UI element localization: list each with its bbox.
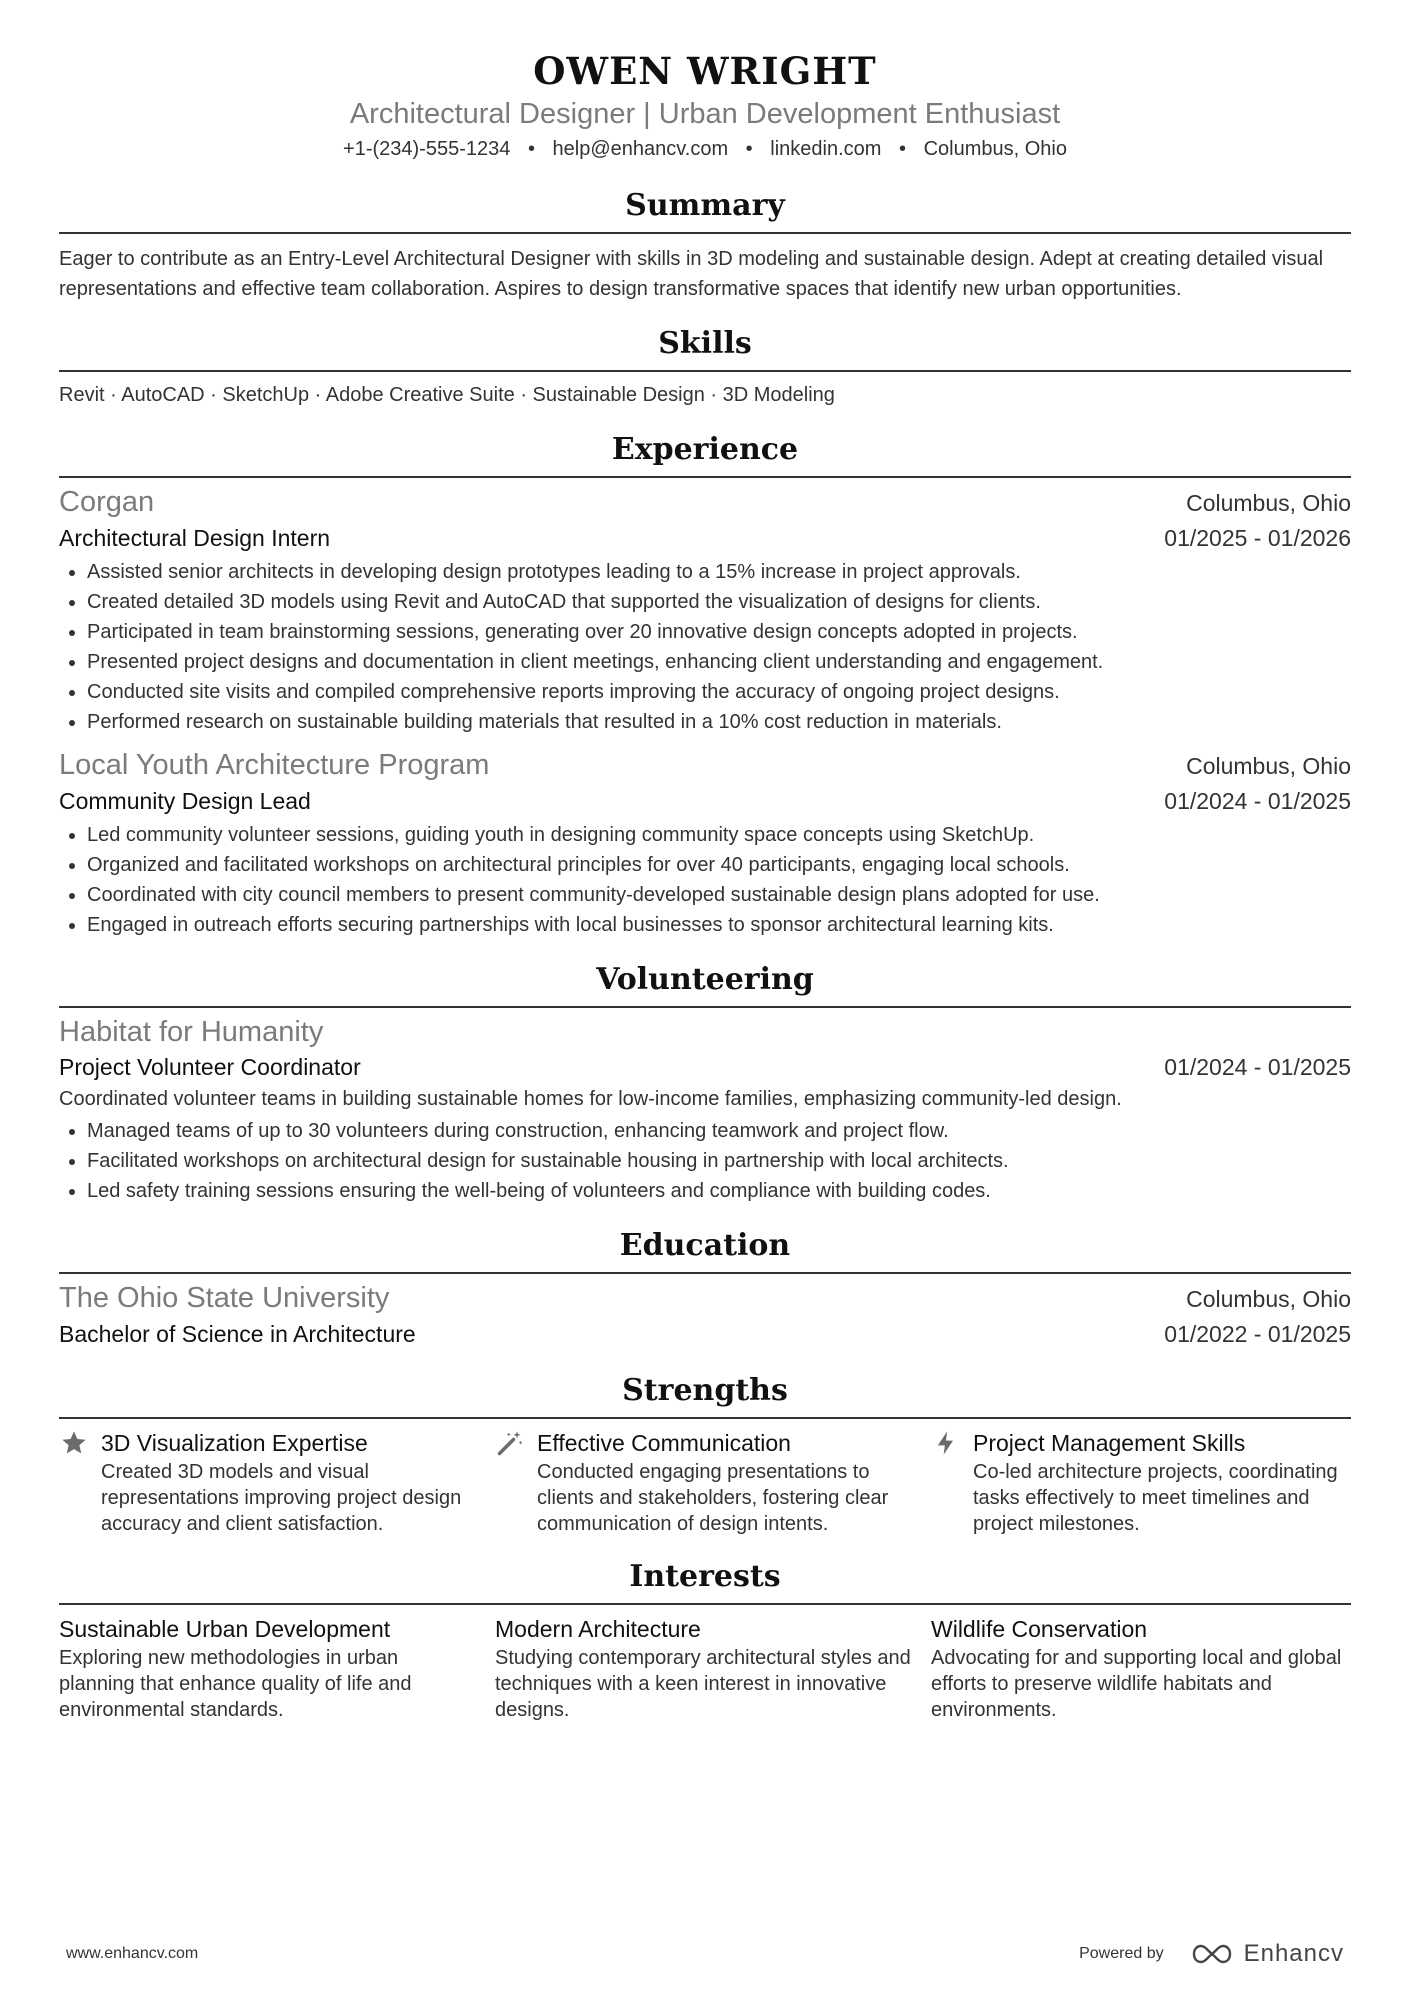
strength-title: Project Management Skills: [973, 1430, 1246, 1456]
skills-list: Revit · AutoCAD · SketchUp · Adobe Creative Suite · Sustainable Design · 3D Modeling: [59, 384, 835, 406]
school-location: Columbus, Ohio: [1186, 1286, 1351, 1312]
section-title-volunteering: Volunteering: [59, 960, 1351, 1008]
job-bullets: [59, 820, 1351, 940]
interest-title: Wildlife Conservation: [931, 1616, 1148, 1642]
school-name: The Ohio State University: [59, 1282, 390, 1314]
lightning-bolt-icon: [931, 1428, 961, 1458]
bullet-item: • Managed teams of up to 30 volunteers during construction, enhancing teamwork and project flow.: [87, 1116, 1351, 1146]
bullet-item: • Coordinated with city council members to present community-developed sustainable design plans adopted for use.: [87, 880, 1351, 910]
volunteer-description: Coordinated volunteer teams in building sustainable homes for low-income families, emphasizing community-led design.: [59, 1088, 1122, 1110]
section-title-education: Education: [59, 1226, 1351, 1274]
enhancv-logo-icon: [1190, 1943, 1234, 1965]
strength-title: Effective Communication: [537, 1430, 791, 1456]
strength-desc: Co-led architecture projects, coordinating tasks effectively to meet timelines and project milestones.: [973, 1461, 1338, 1535]
email-link[interactable]: help@enhancv.com: [552, 138, 729, 160]
experience-entry: [59, 484, 1351, 737]
section-title-summary: Summary: [59, 186, 1351, 234]
volunteer-dates: 01/2024 - 01/2025: [1164, 1054, 1351, 1080]
job-dates: 01/2024 - 01/2025: [1164, 788, 1351, 814]
job-bullets: [59, 557, 1351, 737]
bullet-item: • Participated in team brainstorming sessions, generating over 20 innovative design concepts adopted in projects.: [87, 617, 1351, 647]
job-dates: 01/2025 - 01/2026: [1164, 525, 1351, 551]
summary-section: [59, 186, 1351, 304]
contact-separator: •: [898, 138, 906, 160]
phone-text: +1-(234)-555-1234: [343, 138, 511, 160]
bullet-item: • Organized and facilitated workshops on architectural principles for over 40 participants, engaging local schools.: [87, 850, 1351, 880]
volunteer-role: Project Volunteer Coordinator: [59, 1054, 361, 1080]
strength-card: [931, 1427, 1351, 1537]
candidate-headline: Architectural Designer | Urban Development Enthusiast: [349, 98, 1061, 130]
section-title-skills: Skills: [59, 324, 1351, 372]
interest-card: [59, 1613, 479, 1723]
strength-card: [59, 1427, 479, 1537]
strengths-section: [59, 1371, 1351, 1537]
bullet-item: • Performed research on sustainable building materials that resulted in a 10% cost reduction in materials.: [87, 707, 1351, 737]
job-title: Architectural Design Intern: [59, 525, 331, 551]
experience-entry: [59, 747, 1351, 940]
strength-title: 3D Visualization Expertise: [101, 1430, 368, 1456]
magic-wand-icon: [495, 1428, 525, 1458]
strength-desc: Conducted engaging presentations to clients and stakeholders, fostering clear communication of design intents.: [537, 1461, 889, 1535]
education-dates: 01/2022 - 01/2025: [1164, 1321, 1351, 1347]
company-name: Local Youth Architecture Program: [59, 749, 490, 781]
bullet-item: • Engaged in outreach efforts securing partnerships with local businesses to sponsor architectural learning kits.: [87, 910, 1351, 940]
interest-card: [931, 1613, 1351, 1723]
job-location: Columbus, Ohio: [1186, 490, 1351, 516]
bullet-item: • Presented project designs and documentation in client meetings, enhancing client understanding and engagement.: [87, 647, 1351, 677]
section-title-experience: Experience: [59, 430, 1351, 478]
job-title: Community Design Lead: [59, 788, 311, 814]
contact-separator: •: [527, 138, 535, 160]
strength-desc: Created 3D models and visual representations improving project design accuracy and client satisfaction.: [101, 1461, 462, 1535]
volunteer-bullets: [59, 1116, 1351, 1206]
experience-section: [59, 430, 1351, 940]
contact-separator: •: [745, 138, 753, 160]
interest-title: Sustainable Urban Development: [59, 1616, 391, 1642]
volunteering-section: [59, 960, 1351, 1206]
skills-section: [59, 324, 1351, 410]
interests-section: [59, 1557, 1351, 1723]
company-name: Corgan: [59, 486, 155, 518]
powered-by-label: Powered by: [1079, 1945, 1164, 1962]
location-text: Columbus, Ohio: [923, 138, 1067, 160]
interest-title: Modern Architecture: [495, 1616, 701, 1642]
powered-by: [1079, 1940, 1344, 1968]
bullet-item: • Created detailed 3D models using Revit and AutoCAD that supported the visualization of designs for clients.: [87, 587, 1351, 617]
volunteer-org: Habitat for Humanity: [59, 1016, 324, 1048]
contact-line: [59, 134, 1351, 164]
bullet-item: • Conducted site visits and compiled comprehensive reports improving the accuracy of ongoing project designs.: [87, 677, 1351, 707]
interest-desc: Exploring new methodologies in urban planning that enhance quality of life and environmental standards.: [59, 1647, 412, 1721]
candidate-name: OWEN WRIGHT: [533, 49, 877, 93]
interest-card: [495, 1613, 915, 1723]
resume-header: [59, 0, 1351, 164]
summary-text: Eager to contribute as an Entry-Level Architectural Designer with skills in 3D modeling and sustainable design. Adept at creating detailed visual representations and effective team collaboration. Aspires to design transformative spaces that identify new urban opportunities.: [59, 248, 1324, 300]
bullet-item: • Assisted senior architects in developing design prototypes leading to a 15% increase in project approvals.: [87, 557, 1351, 587]
page-footer: [66, 1940, 1344, 1968]
interest-desc: Studying contemporary architectural styles and techniques with a keen interest in innovative designs.: [495, 1647, 911, 1721]
section-title-interests: Interests: [59, 1557, 1351, 1605]
linkedin-link[interactable]: linkedin.com: [770, 138, 882, 160]
star-icon: [59, 1428, 89, 1458]
footer-url-link[interactable]: www.enhancv.com: [66, 1945, 199, 1962]
interest-desc: Advocating for and supporting local and global efforts to preserve wildlife habitats and environments.: [931, 1647, 1342, 1721]
degree-name: Bachelor of Science in Architecture: [59, 1321, 416, 1347]
job-location: Columbus, Ohio: [1186, 753, 1351, 779]
section-title-strengths: Strengths: [59, 1371, 1351, 1419]
education-section: [59, 1226, 1351, 1351]
bullet-item: • Led community volunteer sessions, guiding youth in designing community space concepts using SketchUp.: [87, 820, 1351, 850]
strength-card: [495, 1427, 915, 1537]
bullet-item: • Facilitated workshops on architectural design for sustainable housing in partnership with local architects.: [87, 1146, 1351, 1176]
brand-name: Enhancv: [1243, 1940, 1344, 1967]
bullet-item: • Led safety training sessions ensuring the well-being of volunteers and compliance with building codes.: [87, 1176, 1351, 1206]
